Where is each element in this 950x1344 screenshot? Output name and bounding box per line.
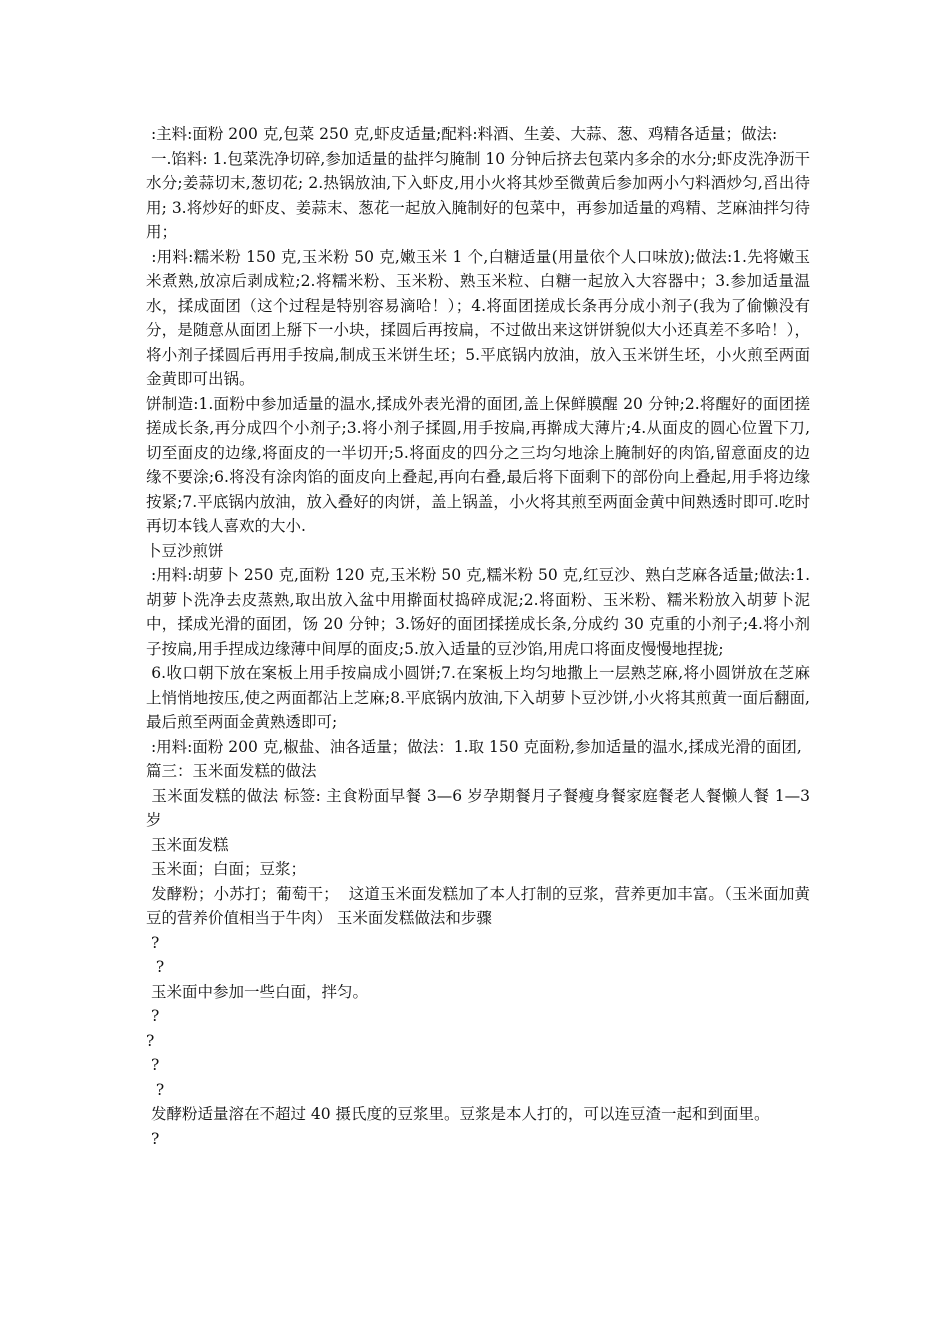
placeholder-mark: ? <box>146 933 160 952</box>
main-ingredients: 玉米面；白面；豆浆； <box>146 860 306 878</box>
placeholder-mark: ? <box>146 1080 165 1099</box>
placeholder-mark: ? <box>146 958 165 976</box>
paragraph-carrot-pancake-steps: 6.收口朝下放在案板上用手按扁成小圆饼;7.在案板上均匀地撒上一层熟芝麻,将小圆饼放在芝麻上悄悄地按压,使之两面都沾上芝麻;8.平底锅内放油,下入胡萝卜豆沙饼,小火将其煎黄一面后翻面,最后煎至两面金黄熟透即可; <box>146 664 810 731</box>
paragraph-pancake-making: 饼制造:1.面粉中参加适量的温水,揉成外表光滑的面团,盖上保鲜膜醒 20 分钟;2.将醒好的面团搓搓成长条,再分成四个小剂子;3.将小剂子揉圆,用手按扁,再擀成大薄片;4.从面皮的圆心位置下刀,切至面皮的边缘,将面皮的一半切开;5.将面皮的四分之三均匀地涂上腌制好的肉馅,留意面皮的边缘不要涂;6.将没有涂肉馅的面皮向上叠起,再向右叠,最后将下面剩下的部份向上叠起,用手将边缘按紧;7.平底锅内放油，放入叠好的肉饼，盖上锅盖，小火将其煎至两面金黄中间熟透时即可.吃时再切本钱人喜欢的大小. <box>146 394 810 535</box>
step-text: 玉米面中参加一些白面，拌匀。 <box>146 982 368 1001</box>
section-heading-bean-paste-pancake: 卜豆沙煎饼 <box>146 541 224 560</box>
paragraph-carrot-pancake-ingredients: :用料:胡萝卜 250 克,面粉 120 克,玉米粉 50 克,糯米粉 50 克,红豆沙、熟白芝麻各适量;做法:1.胡萝卜洗净去皮蒸熟,取出放入盆中用擀面杖捣碎成泥;2.将面粉、玉米粉、糯米粉放入胡萝卜泥中，揉成光滑的面团，饧 20 分钟；3.饧好的面团揉搓成长条,分成约 30 克重的小剂子;4.将小剂子按扁,用手捏成边缘薄中间厚的面皮;5.放入适量的豆沙馅,用虎口将面皮慢慢地捏拢; <box>146 566 810 658</box>
paragraph-corn-cake-recipe: :用料:糯米粉 150 克,玉米粉 50 克,嫩玉米 1 个,白糖适量(用量依个人口味放);做法:1.先将嫩玉米煮熟,放凉后剥成粒;2.将糯米粉、玉米粉、熟玉米粒、白糖一起放入大容器中；3.参加适量温水，揉成面团（这个过程是特别容易滴哈！）；4.将面团搓成长条再分成小剂子(我为了偷懒没有分，是随意从面团上掰下一小块，揉圆后再按扁，不过做出来这饼饼貌似大小还真差不多哈！），将小剂子揉圆后再用手按扁,制成玉米饼生坯；5.平底锅内放油，放入玉米饼生坯，小火煎至两面金黄即可出锅。 <box>146 247 810 388</box>
section-heading-part-three: 篇三：玉米面发糕的做法 <box>146 762 317 780</box>
recipe-title: 玉米面发糕 <box>146 835 229 854</box>
placeholder-mark: ? <box>146 1031 155 1050</box>
placeholder-mark: ? <box>146 1007 160 1025</box>
paragraph-ingredients-intro: :主料:面粉 200 克,包菜 250 克,虾皮适量;配料:料酒、生姜、大蒜、葱、鸡精各适量；做法: <box>146 125 778 143</box>
placeholder-mark: ? <box>146 1129 160 1148</box>
paragraph-filling-steps: 一.馅料: 1.包菜洗净切碎,参加适量的盐拌匀腌制 10 分钟后挤去包菜内多余的水分;虾皮洗净沥干水分;姜蒜切末,葱切花; 2.热锅放油,下入虾皮,用小火将其炒至微黄后参加两小勺料酒炒匀,舀出待用; 3.将炒好的虾皮、姜蒜末、葱花一起放入腌制好的包菜中，再参加适量的鸡精、芝麻油拌匀待用； <box>146 149 810 241</box>
auxiliary-ingredients: 发酵粉；小苏打；葡萄干； 这道玉米面发糕加了本人打制的豆浆，营养更加丰富。（玉米面加黄豆的营养价值相当于牛肉） 玉米面发糕做法和步骤 <box>146 884 810 927</box>
step-text: 发酵粉适量溶在不超过 40 摄氏度的豆浆里。豆浆是本人打的，可以连豆渣一起和到面里。 <box>146 1105 770 1123</box>
placeholder-mark: ? <box>146 1056 160 1074</box>
paragraph-tags: 玉米面发糕的做法 标签: 主食粉面早餐 3—6 岁孕期餐月子餐瘦身餐家庭餐老人餐懒人餐 1—3 岁 <box>146 786 815 829</box>
paragraph-salt-pancake-ingredients: :用料:面粉 200 克,椒盐、油各适量；做法：1.取 150 克面粉,参加适量的温水,揉成光滑的面团, <box>146 737 802 756</box>
document-page <box>146 122 815 1151</box>
